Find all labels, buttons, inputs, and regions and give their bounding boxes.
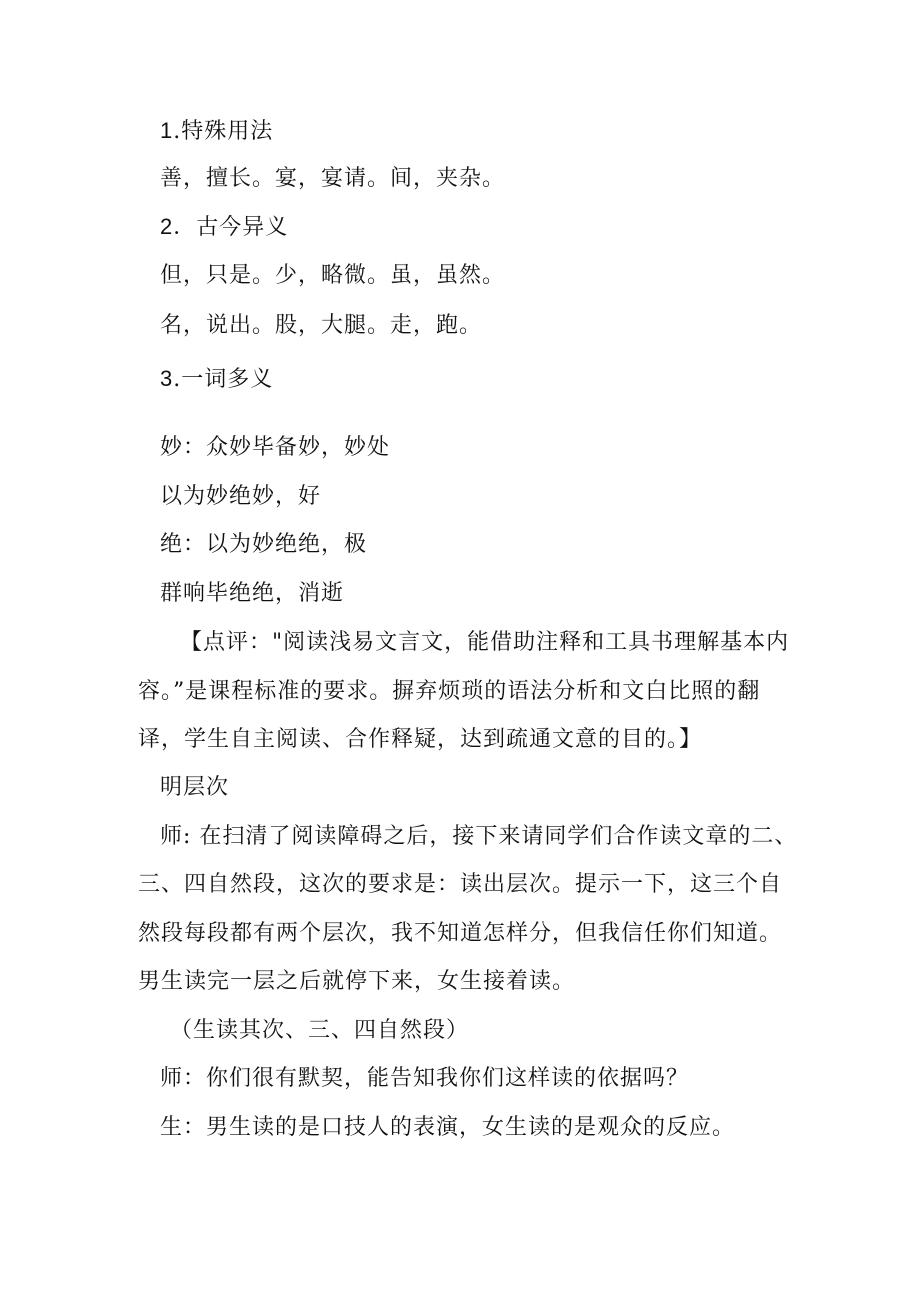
section-4-heading: 明层次	[160, 775, 230, 800]
commentary-line-3: 译，学生自主阅读、合作释疑，达到疏通文意的目的。】	[138, 727, 703, 752]
section-2-line-1: 但，只是。少，略微。虽，虽然。	[160, 263, 506, 288]
section-3-line-2: 以为妙绝妙，好	[160, 484, 322, 509]
section-3-number: 3	[160, 366, 174, 391]
section-2-heading	[160, 212, 288, 243]
section-2-title: ．古今异义	[173, 215, 289, 240]
section-3-line-1: 妙：众妙毕备妙，妙处	[160, 435, 391, 460]
section-2-line-2: 名，说出。股，大腿。走，跑。	[160, 313, 483, 338]
stage-direction: （生读其次、三、四自然段）	[170, 1018, 470, 1043]
section-1-number: 1	[160, 118, 174, 143]
section-3-line-4: 群响毕绝绝，消逝	[160, 581, 345, 606]
paragraph-line-1: 师: 在扫清了阅读障碍之后，接下来请同学们合作读文章的二、	[160, 824, 798, 849]
section-2-number: 2	[160, 214, 174, 239]
teacher-question: 师：你们很有默契，能告知我你们这样读的依据吗？	[160, 1066, 690, 1091]
student-answer: 生：男生读的是口技人的表演，女生读的是观众的反应。	[160, 1115, 736, 1140]
section-1-title: .特殊用法	[173, 119, 274, 144]
section-1-content: 善，擅长。宴，宴请。间，夹杂。	[160, 166, 506, 191]
paragraph-line-4: 男生读完一层之后就停下来，女生接着读。	[138, 969, 576, 994]
section-1-heading	[160, 116, 273, 147]
commentary-line-1: 【点评："阅读浅易文言文，能借助注释和工具书理解基本内	[180, 630, 790, 655]
section-3-title: .一词多义	[173, 367, 274, 392]
commentary-line-2: 容。”是课程标准的要求。摒弃烦琐的语法分析和文白比照的翻	[138, 679, 761, 704]
section-3-heading	[160, 364, 273, 395]
paragraph-line-2: 三、四自然段，这次的要求是：读出层次。提示一下，这三个自	[138, 872, 783, 897]
paragraph-line-3: 然段每段都有两个层次，我不知道怎样分，但我信任你们知道。	[138, 921, 783, 946]
section-3-line-3: 绝：以为妙绝绝，极	[160, 532, 368, 557]
